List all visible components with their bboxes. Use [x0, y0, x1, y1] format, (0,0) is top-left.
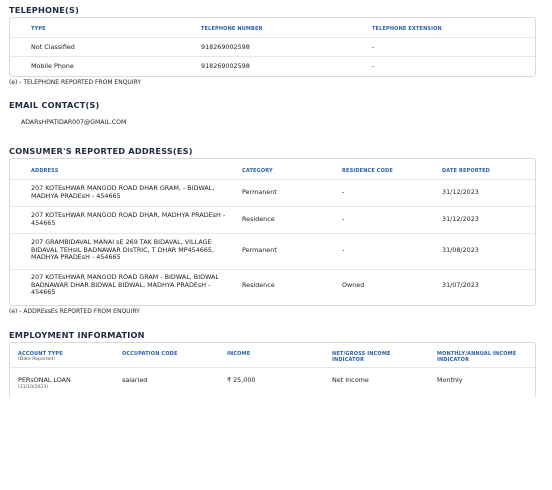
col-header-type: TYPE — [31, 26, 46, 32]
address-residence-code-cell: - — [342, 246, 345, 254]
address-section-title: CONSUMER'S REPORTED ADDRESS(ES) — [9, 146, 193, 156]
employment-occupation-cell: salaried — [122, 376, 148, 384]
col-header-residence-code: RESIDENCE CODE — [342, 168, 393, 174]
telephone-note: (e) - TELEPHONE REPORTED FROM ENQUIRY — [9, 79, 142, 86]
telephone-number-cell: 918269002598 — [201, 43, 250, 51]
col-header-category: CATEGORY — [242, 168, 273, 174]
address-category-cell: Permanent — [242, 188, 277, 196]
col-header-account-type: ACCOUNT TYPE — [18, 351, 63, 357]
col-header-occupation-code: OCCUPATION CODE — [122, 351, 178, 357]
address-residence-code-cell: - — [342, 188, 345, 196]
col-header-date-reported: DATE REPORTED — [442, 168, 490, 174]
telephone-table — [9, 17, 536, 77]
col-header-income: INCOME — [227, 351, 251, 357]
address-category-cell: Residence — [242, 281, 275, 289]
employment-monthly-annual-cell: Monthly — [437, 376, 463, 384]
address-residence-code-cell: Owned — [342, 281, 365, 289]
address-category-cell: Residence — [242, 215, 275, 223]
address-date-cell: 31/08/2023 — [442, 246, 479, 254]
employment-net-gross-cell: Net Income — [332, 376, 369, 384]
email-section-title: EMAIL CONTACT(S) — [9, 100, 100, 110]
address-date-cell: 31/07/2023 — [442, 281, 479, 289]
address-residence-code-cell: - — [342, 215, 345, 223]
telephone-number-cell: 918269002598 — [201, 62, 250, 70]
employment-date-cell: (31/10/2023) — [18, 385, 49, 390]
address-category-cell: Permanent — [242, 246, 277, 254]
employment-account-type-cell: PERsONAL LOAN — [18, 376, 71, 384]
address-cell: 207 KOTEsHWAR MANGOD ROAD DHAR GRAM, - BIDWAL, MADHYA PRADEsH - 454665 — [31, 184, 215, 200]
employment-section-title: EMPLOYMENT INFORMATION — [9, 330, 145, 340]
employment-table — [9, 342, 536, 397]
email-value: ADARsHPATIDAR007@GMAIL.COM — [21, 119, 127, 126]
col-header-telephone-extension: TELEPHONE EXTENSION — [372, 26, 442, 32]
address-cell: 207 KOTEsHWAR MANGOD ROAD DHAR, MADHYA PRADEsH - 454665 — [31, 211, 226, 227]
col-header-date-reported-sub: (Date Reported) — [18, 357, 55, 362]
col-header-monthly-annual-indicator: MONTHLY/ANNUAL INCOME INDICATOR — [437, 351, 517, 363]
employment-income-cell: ₹ 25,000 — [227, 376, 256, 384]
telephone-type-cell: Not Classified — [31, 43, 75, 51]
telephone-type-cell: Mobile Phone — [31, 62, 74, 70]
col-header-telephone-number: TELEPHONE NUMBER — [201, 26, 263, 32]
address-cell: 207 KOTEsHWAR MANGOD ROAD GRAM - BIDWAL, BIDWAL BADNAWAR DHAR BIDWAL BIDWAL, MADHYA PRADEsH - 454665 — [31, 273, 219, 297]
address-date-cell: 31/12/2023 — [442, 215, 479, 223]
telephone-extension-cell: - — [372, 43, 375, 51]
telephone-section-title: TELEPHONE(S) — [9, 5, 80, 15]
telephone-extension-cell: - — [372, 62, 375, 70]
col-header-net-gross-indicator: NET/GROSS INCOME INDICATOR — [332, 351, 391, 363]
address-table — [9, 158, 536, 306]
address-note: (e) - ADDREssEs REPORTED FROM ENQUIRY — [9, 308, 140, 315]
col-header-address: ADDRESS — [31, 168, 59, 174]
address-cell: 207 GRAMBIDAVAL MANAI sE 269 TAK BIDAVAL, VILLAGE BIDAVAL TEHsIL BADNAWAR DIsTRIC, T DHAR MP454665, MADHYA PRADEsH - 454665 — [31, 238, 214, 262]
address-date-cell: 31/12/2023 — [442, 188, 479, 196]
